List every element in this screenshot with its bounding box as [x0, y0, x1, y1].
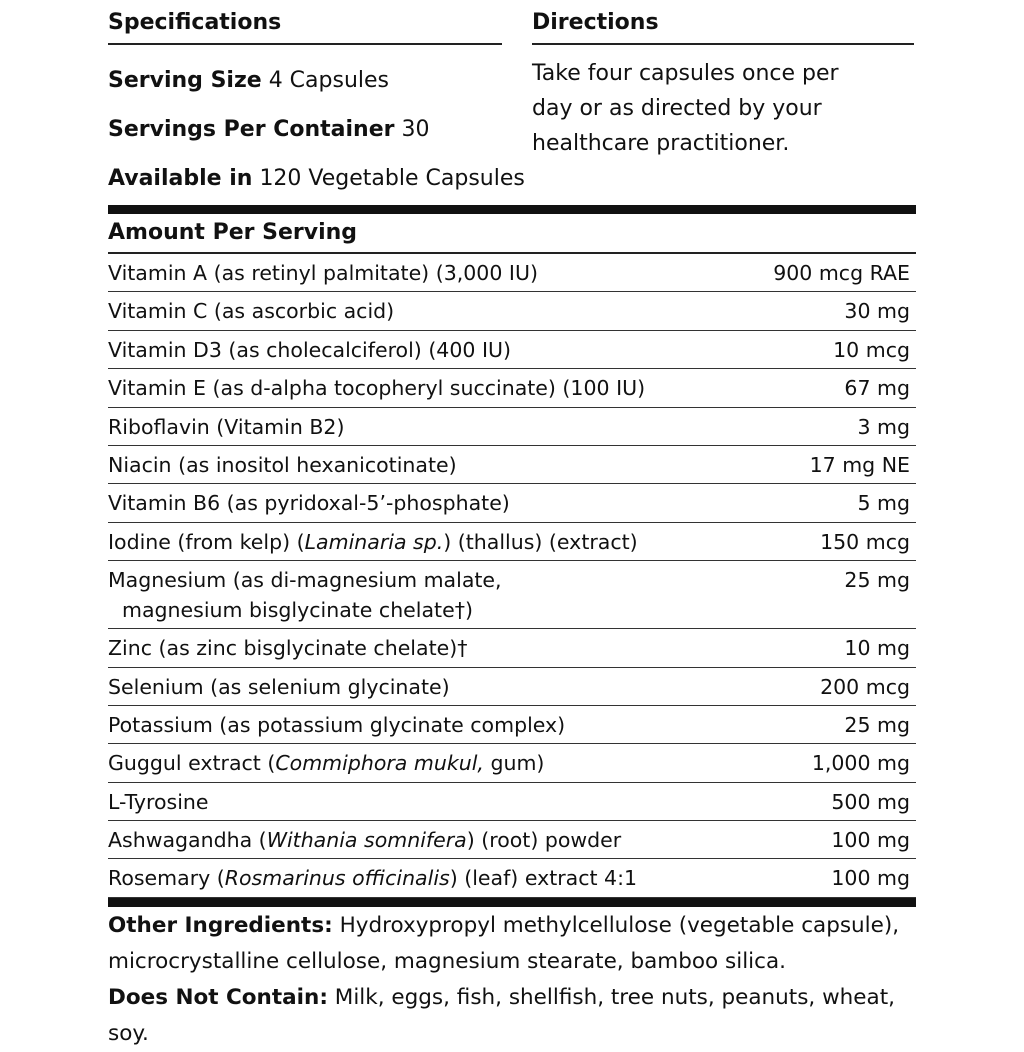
does-not-contain-label: Does Not Contain: [108, 985, 328, 1010]
nutrient-name-part: Iodine (from kelp) ( [108, 529, 305, 554]
nutrient-amount: 30 mg [844, 299, 910, 324]
nutrient-amount: 67 mg [844, 376, 910, 401]
nutrient-name [108, 710, 844, 740]
other-ingredients-text: Hydroxypropyl methylcellulose (vegetable capsule), microcrystalline cellulose, magnesium stearate, bamboo silica. [108, 913, 900, 974]
other-ingredients-label: Other Ingredients: [108, 913, 333, 938]
directions-line: healthcare practitioner. [532, 131, 790, 156]
divider-thick [108, 205, 916, 214]
nutrient-amount: 900 mcg RAE [773, 261, 910, 285]
available-in [108, 166, 525, 192]
serving-size [108, 68, 502, 94]
directions-section [532, 6, 914, 161]
nutrient-name [108, 412, 857, 442]
nutrient-row [108, 706, 916, 744]
nutrient-name-text: Vitamin B6 (as pyridoxal-5’-phosphate) [108, 491, 510, 516]
available-value: 120 Vegetable Capsules [259, 166, 525, 191]
nutrient-name [108, 633, 844, 663]
nutrient-name [108, 787, 831, 817]
nutrient-amount: 500 mg [831, 789, 910, 814]
nutrient-name [108, 296, 844, 326]
nutrient-amount: 5 mg [857, 491, 910, 516]
nutrient-name [108, 527, 820, 557]
specifications-section [108, 6, 525, 192]
nutrient-row [108, 446, 916, 484]
other-ingredients [108, 908, 924, 980]
nutrient-name [108, 373, 844, 403]
nutrient-row [108, 331, 916, 369]
serving-size-label: Serving Size [108, 68, 262, 93]
servings-per-container [108, 117, 502, 143]
nutrient-amount: 25 mg [844, 568, 910, 593]
nutrient-row [108, 254, 916, 292]
nutrient-row [108, 859, 916, 897]
nutrient-row [108, 668, 916, 706]
nutrient-name-part: ) (thallus) (extract) [443, 529, 638, 554]
nutrient-amount: 17 mg NE [809, 452, 910, 477]
nutrient-name-text: Riboflavin (Vitamin B2) [108, 414, 345, 439]
nutrient-name-text: Zinc (as zinc bisglycinate chelate)† [108, 636, 468, 661]
nutrient-name-text: Potassium (as potassium glycinate complex) [108, 712, 566, 737]
directions-text [532, 56, 914, 161]
nutrient-name-part: ) (leaf) extract 4:1 [449, 866, 638, 891]
nutrient-amount: 100 mg [831, 828, 910, 853]
nutrient-amount: 150 mcg [820, 529, 910, 554]
nutrient-amount: 10 mg [844, 636, 910, 661]
servings-label: Servings Per Container [108, 117, 395, 142]
nutrient-row [108, 523, 916, 561]
nutrient-name-text: L-Tyrosine [108, 789, 209, 814]
nutrient-row [108, 821, 916, 859]
directions-title: Directions [532, 6, 914, 45]
nutrient-name [108, 825, 831, 855]
divider-thick [108, 898, 916, 907]
nutrient-name-text: Magnesium (as di-magnesium malate, [108, 568, 502, 593]
available-label: Available in [108, 166, 253, 191]
does-not-contain-text: Milk, eggs, fish, shellfish, tree nuts, peanuts, wheat, soy. [108, 985, 895, 1046]
nutrient-row [108, 408, 916, 446]
nutrient-name [108, 258, 773, 288]
nutrient-name-text: Vitamin C (as ascorbic acid) [108, 299, 395, 324]
nutrient-name-line2: magnesium bisglycinate chelate†) [122, 598, 473, 623]
nutrient-name [108, 488, 857, 518]
nutrient-name-part: gum) [483, 751, 545, 776]
nutrient-amount: 25 mg [844, 712, 910, 737]
nutrient-amount: 1,000 mg [811, 751, 910, 776]
nutrient-name-text: Selenium (as selenium glycinate) [108, 674, 450, 699]
amount-per-serving-header: Amount Per Serving [108, 214, 916, 254]
directions-line: Take four capsules once per [532, 61, 839, 86]
nutrient-latin-name: Commiphora mukul, [275, 751, 484, 776]
nutrient-latin-name: Rosmarinus officinalis [224, 866, 450, 891]
nutrient-row [108, 484, 916, 522]
nutrient-name-text: Vitamin E (as d-alpha tocopheryl succinate) (100 IU) [108, 376, 646, 401]
nutrient-name-part: Ashwagandha ( [108, 828, 267, 853]
does-not-contain [108, 980, 924, 1052]
nutrient-row [108, 369, 916, 407]
nutrient-amount: 200 mcg [820, 674, 910, 699]
nutrient-name [108, 863, 831, 893]
nutrient-row [108, 629, 916, 667]
nutrient-name-part: Guggul extract ( [108, 751, 276, 776]
nutrient-name [108, 748, 812, 778]
specifications-title: Specifications [108, 6, 502, 45]
nutrient-row [108, 783, 916, 821]
nutrient-row [108, 292, 916, 330]
nutrient-latin-name: Laminaria sp. [304, 529, 444, 554]
nutrient-row [108, 744, 916, 782]
nutrient-name-text: Niacin (as inositol hexanicotinate) [108, 452, 457, 477]
serving-size-value: 4 Capsules [268, 68, 389, 93]
other-info [108, 908, 924, 1052]
nutrient-name-part: ) (root) powder [466, 828, 622, 853]
nutrient-name [108, 672, 820, 702]
nutrient-name [108, 450, 810, 480]
nutrient-name [108, 565, 844, 625]
nutrient-amount: 3 mg [857, 414, 910, 439]
nutrient-amount: 10 mcg [833, 337, 910, 362]
nutrient-table [108, 254, 916, 898]
nutrient-name-text: Vitamin D3 (as cholecalciferol) (400 IU) [108, 337, 512, 362]
nutrient-latin-name: Withania somnifera [266, 828, 467, 853]
nutrient-name-part: Rosemary ( [108, 866, 225, 891]
nutrient-row [108, 561, 916, 629]
directions-line: day or as directed by your [532, 96, 822, 121]
servings-value: 30 [401, 117, 430, 142]
nutrient-name [108, 335, 833, 365]
nutrient-amount: 100 mg [831, 866, 910, 891]
nutrient-name-text: Vitamin A (as retinyl palmitate) (3,000 IU) [108, 261, 538, 285]
